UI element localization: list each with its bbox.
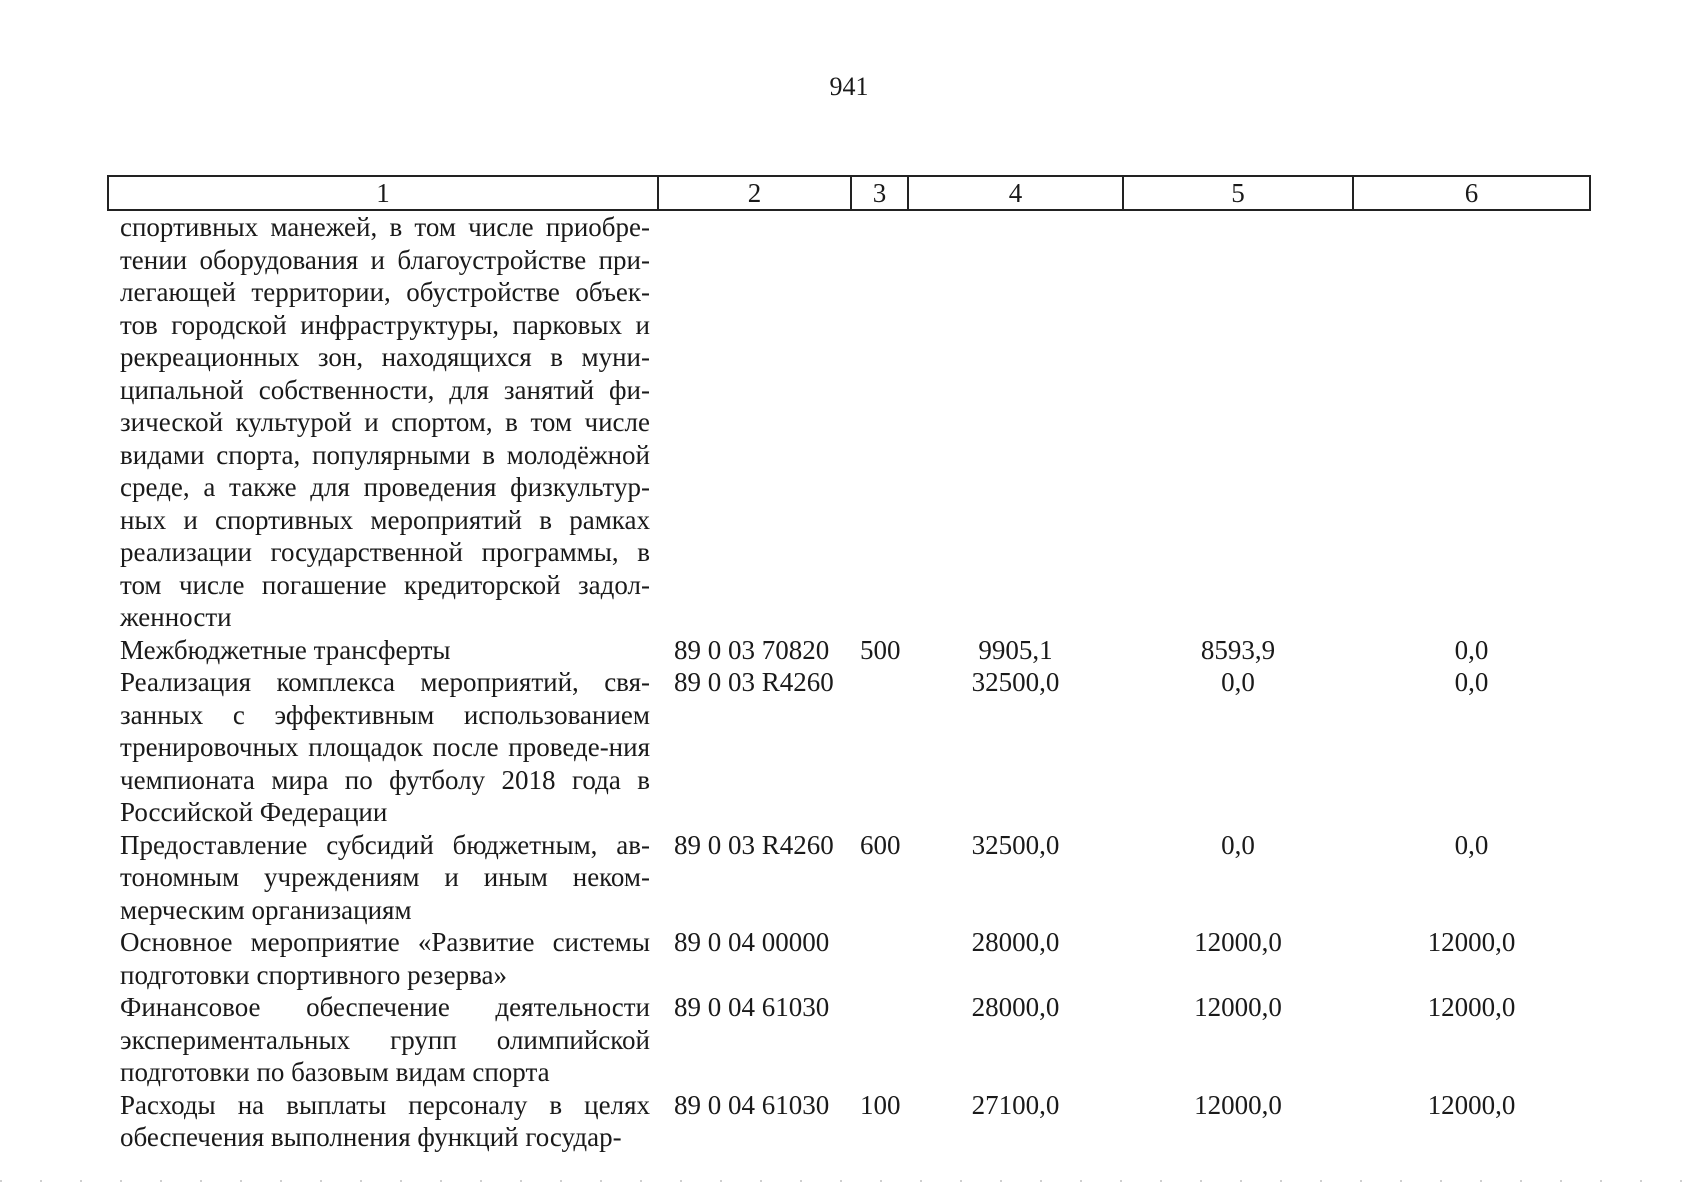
row-value-col6 (1353, 210, 1590, 634)
row-code: 89 0 04 00000 (674, 927, 830, 957)
row-description: Основное мероприятие «Развитие системы подготовки спортивного резерва» (120, 927, 650, 990)
row-value-col6: 12000,0 (1427, 1089, 1516, 1120)
row-value-col6: 0,0 (1454, 829, 1489, 860)
column-header: 6 (1353, 176, 1590, 210)
table-row (108, 829, 1590, 927)
row-description: Расходы на выплаты персоналу в целях обеспечения выполнения функций государ- (120, 1089, 650, 1152)
table-row (108, 926, 1590, 991)
row-code (658, 210, 851, 634)
page-number: 941 (829, 72, 869, 101)
scan-artifact-line (0, 1180, 1698, 1182)
row-description: Предоставление субсидий бюджетным, ав-тономным учреждениям и иным неком-мерческим организациям (120, 829, 650, 925)
row-expense-type: 600 (860, 829, 901, 860)
row-value-col6: 0,0 (1454, 634, 1489, 665)
table-row (108, 666, 1590, 829)
row-value-col4: 28000,0 (971, 927, 1060, 957)
row-expense-type: 500 (860, 634, 901, 665)
row-code: 89 0 03 R4260 (674, 667, 834, 697)
row-value-col5: 0,0 (1221, 829, 1255, 860)
row-code: 89 0 04 61030 (674, 1089, 830, 1120)
table-body (108, 210, 1590, 1154)
row-value-col5: 8593,9 (1200, 634, 1276, 665)
row-value-col4: 27100,0 (971, 1089, 1060, 1120)
column-header: 3 (851, 176, 908, 210)
row-code: 89 0 03 R4260 (674, 829, 834, 860)
row-value-col5: 0,0 (1221, 667, 1255, 697)
row-value-col6: 0,0 (1454, 667, 1489, 697)
row-value-col5: 12000,0 (1194, 992, 1282, 1022)
row-value-col4: 32500,0 (971, 829, 1060, 860)
row-value-col5: 12000,0 (1194, 927, 1282, 957)
row-value-col4 (908, 210, 1123, 634)
row-description: Финансовое обеспечение деятельности экспериментальных групп олимпийской подготовки по базовым видам спорта (120, 992, 650, 1087)
row-code: 89 0 04 61030 (674, 992, 830, 1022)
row-description: спортивных манежей, в том числе приобре-тении оборудования и благоустройстве при-легающей территории, обустройстве объек-тов городской инфраструктуры, парковых и рекреационных зон, находящихся в муни-ципальной собственности, для занятий фи-зической культурой и спортом, в том числе видами спорта, популярными в молодёжной среде, а также для проведения физкультур-ных и спортивных мероприятий в рамках реализации государственной программы, в том числе погашение кредиторской задол-женности (120, 212, 650, 632)
column-header: 2 (658, 176, 851, 210)
row-value-col5: 12000,0 (1194, 1089, 1282, 1120)
row-expense-type (851, 926, 908, 991)
row-expense-type (851, 210, 908, 634)
table-row (108, 634, 1590, 667)
column-header: 5 (1123, 176, 1353, 210)
table-row (108, 210, 1590, 634)
column-header: 4 (908, 176, 1123, 210)
row-value-col4: 9905,1 (978, 634, 1053, 665)
row-expense-type: 100 (860, 1089, 901, 1120)
row-description: Межбюджетные трансферты (120, 634, 451, 665)
row-description: Реализация комплекса мероприятий, свя-занных с эффективным использованием тренировочных площадок после проведе-ния чемпионата мира по футболу 2018 года в Российской Федерации (120, 667, 650, 827)
table-row (108, 1089, 1590, 1154)
row-value-col5 (1123, 210, 1353, 634)
row-value-col4: 32500,0 (971, 667, 1060, 697)
row-value-col6: 12000,0 (1427, 927, 1516, 957)
row-expense-type (851, 991, 908, 1089)
row-expense-type (851, 666, 908, 829)
row-value-col4: 28000,0 (971, 992, 1060, 1022)
column-header: 1 (108, 176, 658, 210)
row-code: 89 0 03 70820 (674, 634, 830, 665)
table-row (108, 991, 1590, 1089)
table-header-row (108, 176, 1590, 210)
row-value-col6: 12000,0 (1427, 992, 1516, 1022)
budget-table (107, 175, 1591, 1154)
